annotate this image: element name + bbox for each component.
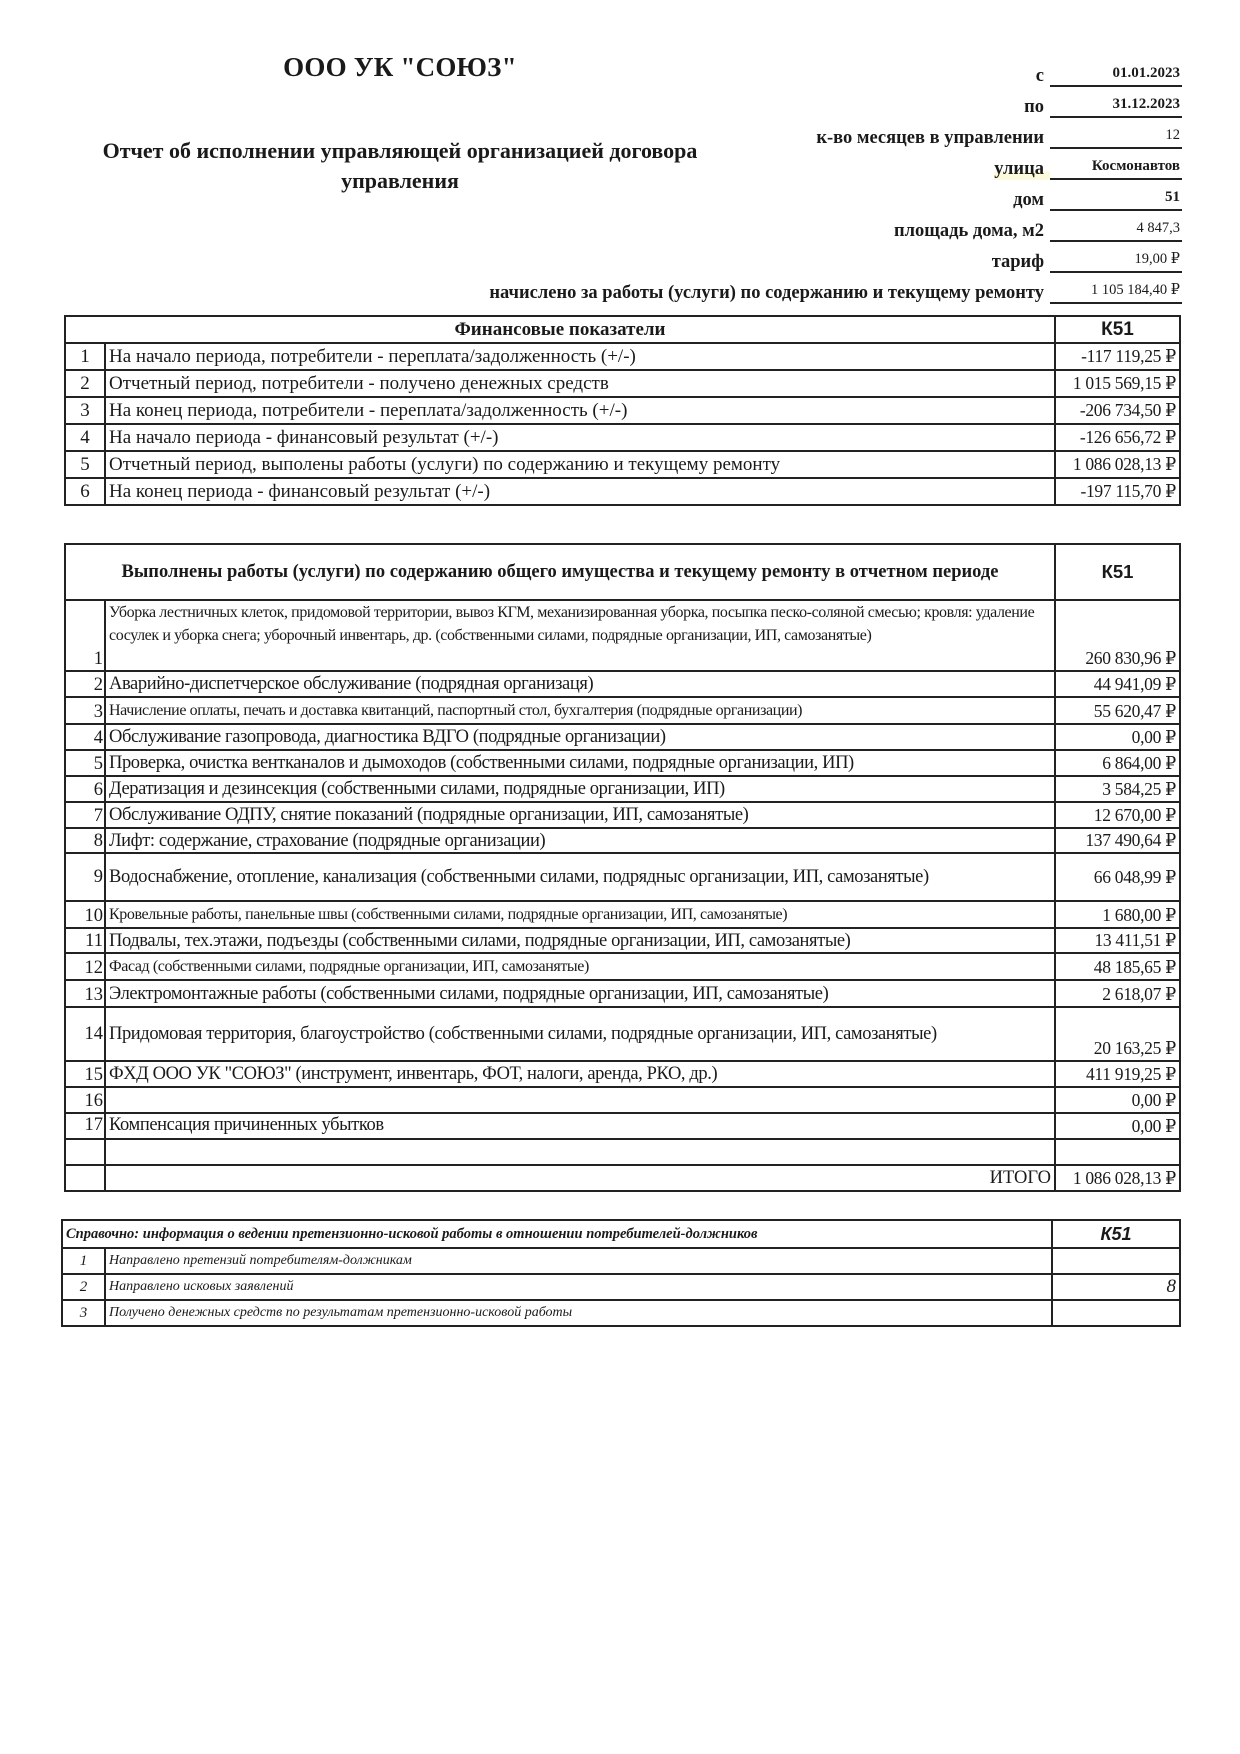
row-number: 2 [62, 1274, 105, 1300]
column-header: Справочно: информация о ведении претензионно-исковой работы в отношении потребителей-должников [62, 1220, 1052, 1248]
table-row [65, 478, 1180, 505]
table-row [65, 1007, 1180, 1061]
table-row [65, 1087, 1180, 1113]
row-label: Направлено исковых заявлений [105, 1274, 1052, 1300]
table-header-row [65, 544, 1180, 600]
row-label: На начало периода, потребители - переплата/задолженность (+/-) [105, 343, 1055, 370]
row-label: Подвалы, тех.этажи, подъезды (собственными силами, подрядные организации, ИП, самозанятые) [105, 928, 1055, 953]
meta-value: 31.12.2023 [1050, 96, 1182, 118]
table-row [65, 451, 1180, 478]
row-number: 6 [65, 478, 105, 505]
row-number: 16 [65, 1087, 105, 1113]
table-row [65, 980, 1180, 1007]
table-row [65, 424, 1180, 451]
row-number: 12 [65, 953, 105, 980]
row-value: 0,00 ₽ [1055, 1113, 1180, 1139]
row-number: 1 [65, 343, 105, 370]
meta-value: 1 105 184,40 ₽ [1050, 282, 1182, 304]
meta-value: 01.01.2023 [1050, 65, 1182, 87]
row-label: Придомовая территория, благоустройство (собственными силами, подрядные организации, ИП, самозанятые) [105, 1007, 1055, 1061]
row-label: Водоснабжение, отопление, канализация (собственными силами, подрядныс организации, ИП, самозанятые) [105, 853, 1055, 901]
row-value [1052, 1300, 1180, 1326]
row-label: Кровельные работы, панельные швы (собственными силами, подрядные организации, ИП, самозанятые) [105, 901, 1055, 928]
row-number: 7 [65, 802, 105, 828]
meta-value: 12 [1050, 127, 1182, 149]
meta-months [422, 118, 1182, 149]
table-row [65, 853, 1180, 901]
row-number: 8 [65, 828, 105, 853]
total-value: 1 086 028,13 ₽ [1055, 1165, 1180, 1191]
meta-charged [422, 273, 1182, 304]
row-number: 1 [65, 600, 105, 671]
table-row [65, 1061, 1180, 1087]
row-label: Отчетный период, потребители - получено денежных средств [105, 370, 1055, 397]
meta-label: улица [994, 159, 1050, 180]
column-header: Выполнены работы (услуги) по содержанию общего имущества и текущему ремонту в отчетном периоде [65, 544, 1055, 600]
empty-cell [65, 1165, 105, 1191]
row-number: 6 [65, 776, 105, 802]
works-table [64, 543, 1181, 1192]
row-value: 8 [1052, 1274, 1180, 1300]
row-label: Компенсация причиненных убытков [105, 1113, 1055, 1139]
row-label: На конец периода - финансовый результат (+/-) [105, 478, 1055, 505]
row-label: Обслуживание газопровода, диагностика ВДГО (подрядные организации) [105, 724, 1055, 750]
claims-table [61, 1219, 1181, 1327]
empty-cell [1055, 1139, 1180, 1165]
meta-label: дом [1013, 190, 1044, 210]
table-row [62, 1300, 1180, 1326]
row-label: Аварийно-диспетчерское обслуживание (подрядная организаця) [105, 671, 1055, 697]
row-value: 44 941,09 ₽ [1055, 671, 1180, 697]
meta-label: с [1035, 66, 1044, 86]
meta-label: площадь дома, м2 [893, 221, 1044, 241]
row-value: 0,00 ₽ [1055, 724, 1180, 750]
meta-street [422, 149, 1182, 180]
report-meta [422, 56, 1182, 304]
row-value: 1 015 569,15 ₽ [1055, 370, 1180, 397]
row-number: 13 [65, 980, 105, 1007]
column-header: К51 [1055, 544, 1180, 600]
table-row [65, 1113, 1180, 1139]
table-row [62, 1274, 1180, 1300]
row-value: 2 618,07 ₽ [1055, 980, 1180, 1007]
meta-house [422, 180, 1182, 211]
table-header-row [62, 1220, 1180, 1248]
row-value: -206 734,50 ₽ [1055, 397, 1180, 424]
row-label: Проверка, очистка вентканалов и дымоходов (собственными силами, подрядные организации, ИП) [105, 750, 1055, 776]
row-value: 411 919,25 ₽ [1055, 1061, 1180, 1087]
row-number: 17 [65, 1113, 105, 1139]
row-value: 48 185,65 ₽ [1055, 953, 1180, 980]
table-row [65, 928, 1180, 953]
table-row [65, 697, 1180, 724]
table-row [65, 671, 1180, 697]
row-value: 66 048,99 ₽ [1055, 853, 1180, 901]
row-number: 2 [65, 671, 105, 697]
table-row [65, 901, 1180, 928]
meta-value: 51 [1050, 189, 1182, 211]
column-header: Финансовые показатели [65, 316, 1055, 343]
meta-label: по [1024, 97, 1044, 117]
table-row [65, 776, 1180, 802]
table-row [62, 1248, 1180, 1274]
row-value [1052, 1248, 1180, 1274]
row-value: 3 584,25 ₽ [1055, 776, 1180, 802]
meta-label: к-во месяцев в управлении [816, 128, 1044, 148]
table-row [65, 370, 1180, 397]
row-label: Начисление оплаты, печать и доставка квитанций, паспортный стол, бухгалтерия (подрядные организации) [105, 697, 1055, 724]
row-number: 3 [62, 1300, 105, 1326]
report-title: Отчет об исполнении управляющей организацией договора управления [102, 138, 698, 193]
meta-period-from [422, 56, 1182, 87]
row-number: 15 [65, 1061, 105, 1087]
column-header: К51 [1052, 1220, 1180, 1248]
table-row [65, 828, 1180, 853]
table-row [65, 600, 1180, 671]
table-row [65, 750, 1180, 776]
total-row [65, 1165, 1180, 1191]
row-number: 4 [65, 724, 105, 750]
row-label: Фасад (собственными силами, подрядные организации, ИП, самозанятые) [105, 953, 1055, 980]
table-row [65, 343, 1180, 370]
empty-cell [105, 1139, 1055, 1165]
meta-period-to [422, 87, 1182, 118]
row-number: 10 [65, 901, 105, 928]
row-label: Получено денежных средств по результатам претензионно-исковой работы [105, 1300, 1052, 1326]
table-header-row [65, 316, 1180, 343]
row-number: 4 [65, 424, 105, 451]
row-value: 1 680,00 ₽ [1055, 901, 1180, 928]
meta-area [422, 211, 1182, 242]
meta-value: 19,00 ₽ [1050, 251, 1182, 273]
meta-tariff [422, 242, 1182, 273]
table-row [65, 724, 1180, 750]
row-label: Отчетный период, выполены работы (услуги) по содержанию и текущему ремонту [105, 451, 1055, 478]
row-label: Электромонтажные работы (собственными силами, подрядные организации, ИП, самозанятые) [105, 980, 1055, 1007]
row-value: 20 163,25 ₽ [1055, 1007, 1180, 1061]
row-value: -197 115,70 ₽ [1055, 478, 1180, 505]
row-label: Лифт: содержание, страхование (подрядные организации) [105, 828, 1055, 853]
row-number: 3 [65, 397, 105, 424]
row-number: 3 [65, 697, 105, 724]
row-number: 1 [62, 1248, 105, 1274]
table-row [65, 802, 1180, 828]
row-value: -126 656,72 ₽ [1055, 424, 1180, 451]
row-label: Дератизация и дезинсекция (собственными силами, подрядные организации, ИП) [105, 776, 1055, 802]
row-value: 55 620,47 ₽ [1055, 697, 1180, 724]
table-row-empty [65, 1139, 1180, 1165]
table-row [65, 397, 1180, 424]
row-value: 1 086 028,13 ₽ [1055, 451, 1180, 478]
company-name: ООО УК "СОЮЗ" [283, 52, 517, 82]
meta-label: начислено за работы (услуги) по содержанию и текущему ремонту [489, 283, 1044, 303]
row-label: Направлено претензий потребителям-должникам [105, 1248, 1052, 1274]
meta-value: Космонавтов [1050, 158, 1182, 180]
row-value: 0,00 ₽ [1055, 1087, 1180, 1113]
row-label: Обслуживание ОДПУ, снятие показаний (подрядные организации, ИП, самозанятые) [105, 802, 1055, 828]
row-number: 14 [65, 1007, 105, 1061]
meta-value: 4 847,3 [1050, 220, 1182, 242]
row-label [105, 1087, 1055, 1113]
row-number: 5 [65, 750, 105, 776]
column-header: К51 [1055, 316, 1180, 343]
row-label: Уборка лестничных клеток, придомовой территории, вывоз КГМ, механизированная уборка, посыпка песко-соляной смесью; кровля: удаление сосулек и уборка снега; уборочный инвентарь, др. (собственными силами, подрядные организации, ИП, самозанятые) [105, 600, 1055, 671]
meta-label: тариф [991, 252, 1044, 272]
row-number: 5 [65, 451, 105, 478]
row-value: 13 411,51 ₽ [1055, 928, 1180, 953]
financial-table [64, 315, 1181, 506]
row-label: ФХД ООО УК "СОЮЗ" (инструмент, инвентарь, ФОТ, налоги, аренда, РКО, др.) [105, 1061, 1055, 1087]
row-value: -117 119,25 ₽ [1055, 343, 1180, 370]
table-row [65, 953, 1180, 980]
row-number: 11 [65, 928, 105, 953]
row-label: На конец периода, потребители - переплата/задолженность (+/-) [105, 397, 1055, 424]
total-label: ИТОГО [105, 1165, 1055, 1191]
row-value: 6 864,00 ₽ [1055, 750, 1180, 776]
row-number: 2 [65, 370, 105, 397]
row-value: 12 670,00 ₽ [1055, 802, 1180, 828]
row-label: На начало периода - финансовый результат (+/-) [105, 424, 1055, 451]
row-number: 9 [65, 853, 105, 901]
row-value: 260 830,96 ₽ [1055, 600, 1180, 671]
row-value: 137 490,64 ₽ [1055, 828, 1180, 853]
empty-cell [65, 1139, 105, 1165]
